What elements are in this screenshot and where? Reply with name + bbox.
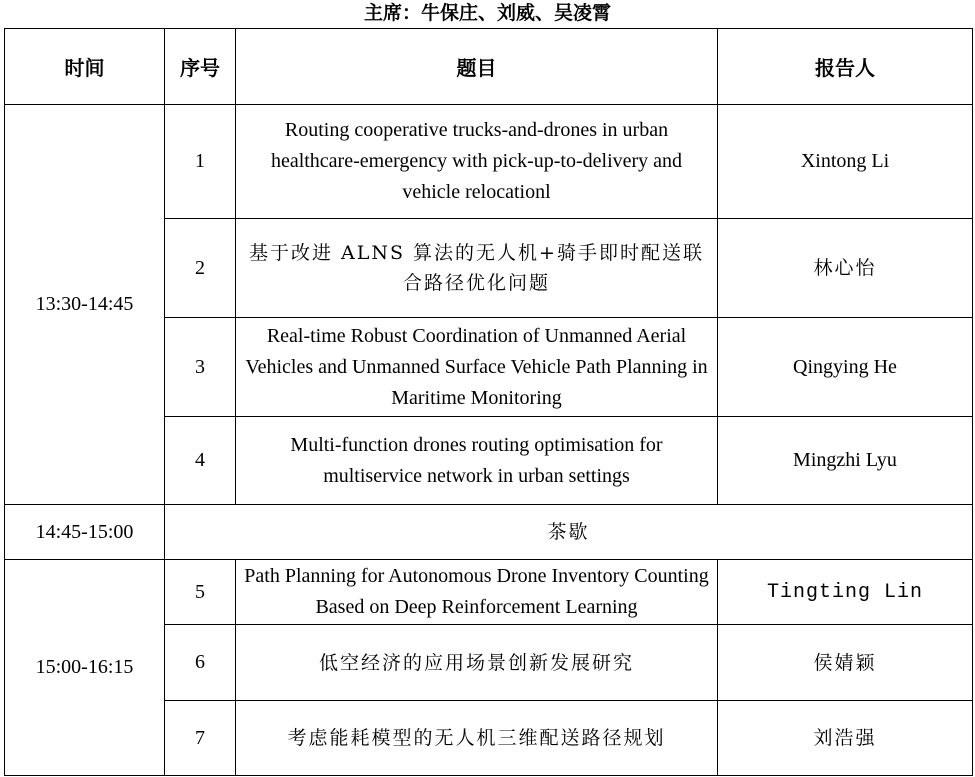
table-row (5, 560, 973, 625)
talk-seq: 5 (165, 560, 236, 625)
break-label: 茶歇 (165, 505, 973, 560)
table-row (5, 105, 973, 219)
talk-speaker: Tingting Lin (718, 560, 973, 625)
header-title: 题目 (236, 29, 718, 105)
chair-line: 主席：牛保庄、刘威、吴凌霄 (363, 2, 611, 24)
talk-title: 考虑能耗模型的无人机三维配送路径规划 (236, 701, 718, 776)
header-time: 时间 (5, 29, 165, 105)
session1-time: 13:30-14:45 (5, 105, 165, 505)
talk-title: 基于改进 ALNS 算法的无人机+骑手即时配送联合路径优化问题 (236, 219, 718, 318)
talk-speaker: Xintong Li (718, 105, 973, 219)
talk-title: Path Planning for Autonomous Drone Inventory Counting Based on Deep Reinforcement Learning (236, 560, 718, 625)
schedule-table (4, 28, 973, 776)
talk-seq: 2 (165, 219, 236, 318)
header-row (5, 29, 973, 105)
talk-seq: 7 (165, 701, 236, 776)
talk-seq: 3 (165, 318, 236, 417)
session2-time: 15:00-16:15 (5, 560, 165, 776)
header-seq: 序号 (165, 29, 236, 105)
talk-speaker: Mingzhi Lyu (718, 417, 973, 505)
talk-seq: 1 (165, 105, 236, 219)
talk-speaker: 侯婧颖 (718, 625, 973, 701)
header-speaker: 报告人 (718, 29, 973, 105)
talk-title: Real-time Robust Coordination of Unmanned Aerial Vehicles and Unmanned Surface Vehicle Path Planning in Maritime Monitoring (236, 318, 718, 417)
talk-speaker: 刘浩强 (718, 701, 973, 776)
talk-seq: 6 (165, 625, 236, 701)
talk-seq: 4 (165, 417, 236, 505)
talk-title: 低空经济的应用场景创新发展研究 (236, 625, 718, 701)
talk-speaker: 林心怡 (718, 219, 973, 318)
talk-title: Multi-function drones routing optimisation for multiservice network in urban settings (236, 417, 718, 505)
break-row (5, 505, 973, 560)
talk-speaker: Qingying He (718, 318, 973, 417)
break-time: 14:45-15:00 (5, 505, 165, 560)
talk-title: Routing cooperative trucks-and-drones in urban healthcare-emergency with pick-up-to-delivery and vehicle relocationl (236, 105, 718, 219)
